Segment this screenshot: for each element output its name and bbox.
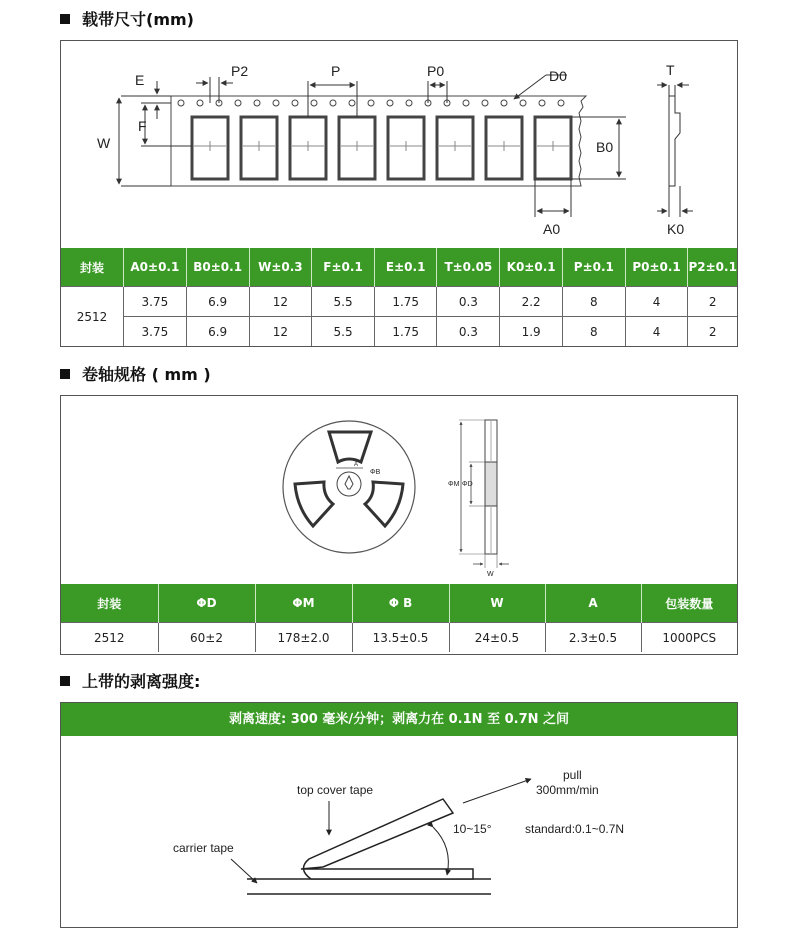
table-row (61, 317, 737, 347)
label-carrier: carrier tape (173, 841, 234, 855)
table-cell: 0.3 (437, 317, 500, 347)
table-cell: 12 (249, 317, 312, 347)
table-cell: 5.5 (312, 317, 375, 347)
label-D0: D0 (549, 68, 567, 84)
table-cell: 60±2 (158, 623, 255, 653)
label-pull: pull (563, 768, 582, 782)
header-cell: ΦM (255, 584, 352, 623)
table-cell: 6.9 (186, 287, 249, 317)
table-cell: 1000PCS (641, 623, 737, 653)
tape-dimension-panel (60, 40, 738, 347)
header-cell: A0±0.1 (123, 248, 186, 287)
label-T: T (666, 62, 675, 78)
label-P: P (331, 63, 341, 79)
section-title-peel: 上带的剥离强度: (60, 669, 200, 692)
header-cell: T±0.05 (437, 248, 500, 287)
label-K0: K0 (667, 221, 685, 237)
table-cell: 8 (563, 287, 626, 317)
reel-diagram (61, 396, 737, 584)
table-cell: 2 (688, 287, 737, 317)
table-cell: 1.75 (374, 317, 437, 347)
tape-dimension-diagram (61, 41, 737, 248)
header-cell: ΦD (158, 584, 255, 623)
peel-strength-panel (60, 702, 738, 928)
label-W-reel: W (487, 571, 494, 578)
label-PhiD: ΦD (462, 481, 473, 488)
header-cell: B0±0.1 (186, 248, 249, 287)
peel-banner: 剥离速度: 300 毫米/分钟；剥离力在 0.1N 至 0.7N 之间 (61, 703, 737, 736)
table-cell: 1.9 (500, 317, 563, 347)
table-cell: 6.9 (186, 317, 249, 347)
bullet-square-icon (60, 14, 70, 24)
label-P0: P0 (427, 63, 445, 79)
table-cell: 2.2 (500, 287, 563, 317)
header-cell: 封装 (61, 248, 123, 287)
section-title-tape: 载带尺寸(mm) (60, 7, 194, 30)
table-cell: 0.3 (437, 287, 500, 317)
header-cell: P±0.1 (563, 248, 626, 287)
header-cell: P2±0.1 (688, 248, 737, 287)
peel-diagram (61, 737, 737, 927)
label-F: F (138, 118, 147, 134)
package-cell: 2512 (61, 287, 123, 347)
table-cell: 3.75 (123, 317, 186, 347)
reel-spec-panel (60, 395, 738, 655)
table-cell: 5.5 (312, 287, 375, 317)
header-cell: P0±0.1 (625, 248, 688, 287)
table-cell: 4 (625, 287, 688, 317)
label-B0: B0 (596, 139, 614, 155)
table-cell: 2 (688, 317, 737, 347)
table-cell: 178±2.0 (255, 623, 352, 653)
table-cell: 8 (563, 317, 626, 347)
table-header-row (61, 584, 737, 623)
header-cell: W±0.3 (249, 248, 312, 287)
table-row (61, 287, 737, 317)
table-cell: 2512 (61, 623, 158, 653)
header-cell: 封装 (61, 584, 158, 623)
table-cell: 2.3±0.5 (545, 623, 641, 653)
table-cell: 24±0.5 (449, 623, 545, 653)
tape-spec-table (61, 248, 737, 346)
table-row (61, 623, 737, 653)
label-A0: A0 (543, 221, 561, 237)
header-cell: A (545, 584, 641, 623)
reel-spec-table (61, 584, 737, 652)
bullet-square-icon (60, 369, 70, 379)
label-standard: standard:0.1~0.7N (525, 822, 625, 836)
table-cell: 3.75 (123, 287, 186, 317)
label-speed: 300mm/min (536, 783, 599, 797)
label-W: W (97, 135, 111, 151)
table-cell: 12 (249, 287, 312, 317)
header-cell: F±0.1 (312, 248, 375, 287)
table-cell: 1.75 (374, 287, 437, 317)
section-title-reel: 卷轴规格 ( mm ) (60, 362, 211, 385)
header-cell: 包装数量 (641, 584, 737, 623)
label-PhiB: ΦB (370, 469, 381, 476)
label-angle: 10~15° (453, 822, 492, 836)
label-top-cover: top cover tape (297, 783, 374, 797)
header-cell: E±0.1 (374, 248, 437, 287)
label-E: E (135, 72, 145, 88)
header-cell: Φ B (352, 584, 449, 623)
header-cell: K0±0.1 (500, 248, 563, 287)
table-cell: 13.5±0.5 (352, 623, 449, 653)
label-P2: P2 (231, 63, 249, 79)
table-header-row (61, 248, 737, 287)
bullet-square-icon (60, 676, 70, 686)
label-PhiM: ΦM (448, 481, 460, 488)
table-cell: 4 (625, 317, 688, 347)
header-cell: W (449, 584, 545, 623)
label-A: A (354, 462, 359, 468)
